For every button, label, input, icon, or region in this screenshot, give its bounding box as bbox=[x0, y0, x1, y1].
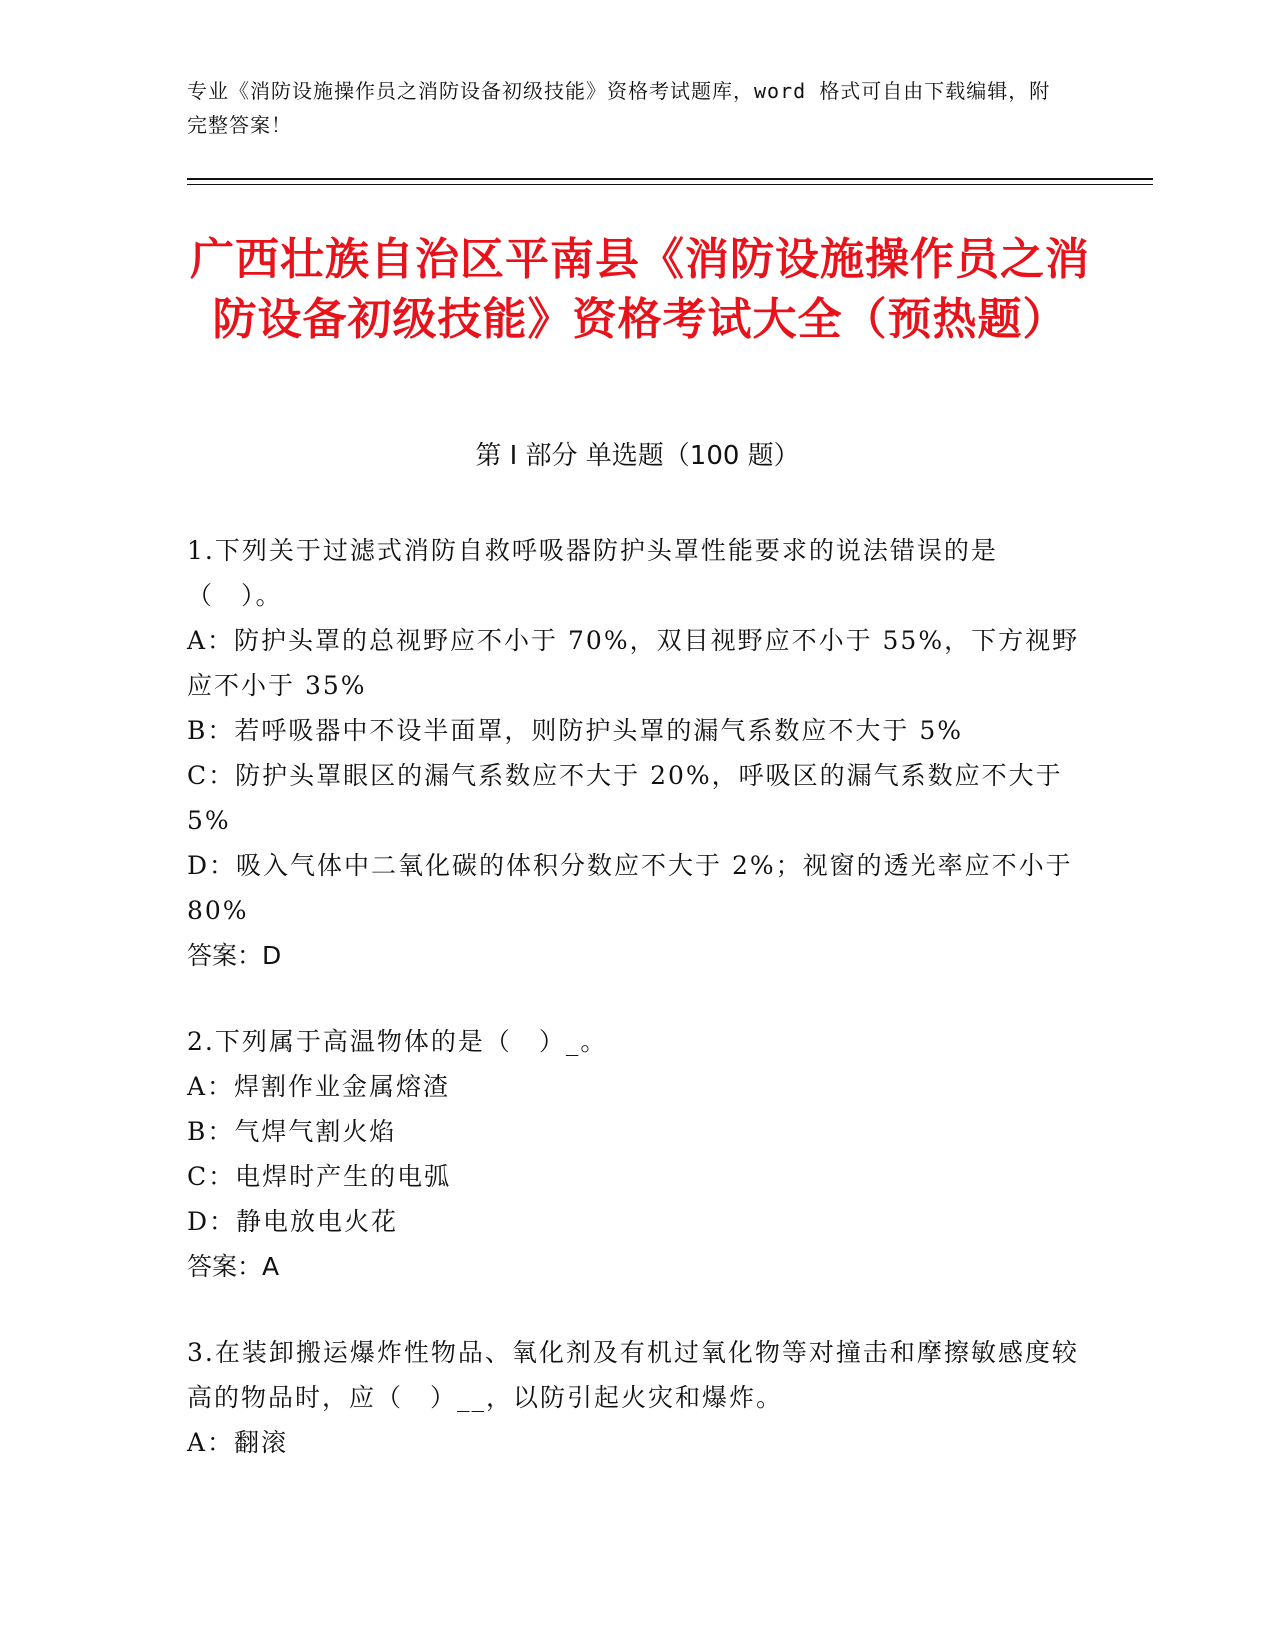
question-2 bbox=[187, 1019, 1087, 1289]
option-a: A：焊割作业金属熔渣 bbox=[187, 1072, 451, 1101]
document-title: 广西壮族自治区平南县《消防设施操作员之消防设备初级技能》资格考试大全（预热题） bbox=[190, 234, 1090, 345]
option-a: A：翻滚 bbox=[187, 1428, 289, 1457]
option-c: C：电焊时产生的电弧 bbox=[187, 1162, 452, 1191]
question-list bbox=[187, 528, 1087, 1506]
section-title: 第 I 部分 单选题（100 题） bbox=[475, 441, 800, 471]
question-stem: 1.下列关于过滤式消防自救呼吸器防护头罩性能要求的说法错误的是（ ）。 bbox=[187, 536, 998, 610]
option-a: A：防护头罩的总视野应不小于 70%，双目视野应不小于 55%，下方视野应不小于 35% bbox=[187, 626, 1080, 700]
question-1 bbox=[187, 528, 1087, 978]
answer-line: 答案：A bbox=[187, 1252, 280, 1281]
option-d: D：吸入气体中二氧化碳的体积分数应不大于 2%；视窗的透光率应不小于 80% bbox=[187, 851, 1073, 925]
option-b: B：若呼吸器中不设半面罩，则防护头罩的漏气系数应不大于 5% bbox=[187, 716, 963, 745]
answer-line: 答案：D bbox=[187, 941, 282, 970]
header-divider bbox=[187, 178, 1153, 180]
question-3 bbox=[187, 1330, 1087, 1465]
question-stem: 2.下列属于高温物体的是（ ）_。 bbox=[187, 1027, 608, 1056]
option-c: C：防护头罩眼区的漏气系数应不大于 20%，呼吸区的漏气系数应不大于 5% bbox=[187, 761, 1063, 835]
option-d: D：静电放电火花 bbox=[187, 1207, 399, 1236]
question-stem: 3.在装卸搬运爆炸性物品、氧化剂及有机过氧化物等对撞击和摩擦敏感度较高的物品时，应（ ）__，以防引起火灾和爆炸。 bbox=[187, 1338, 1079, 1412]
option-b: B：气焊气割火焰 bbox=[187, 1117, 397, 1146]
header-divider-thin bbox=[187, 184, 1153, 185]
header-note: 专业《消防设施操作员之消防设备初级技能》资格考试题库，word 格式可自由下载编辑，附完整答案！ bbox=[187, 79, 1051, 137]
